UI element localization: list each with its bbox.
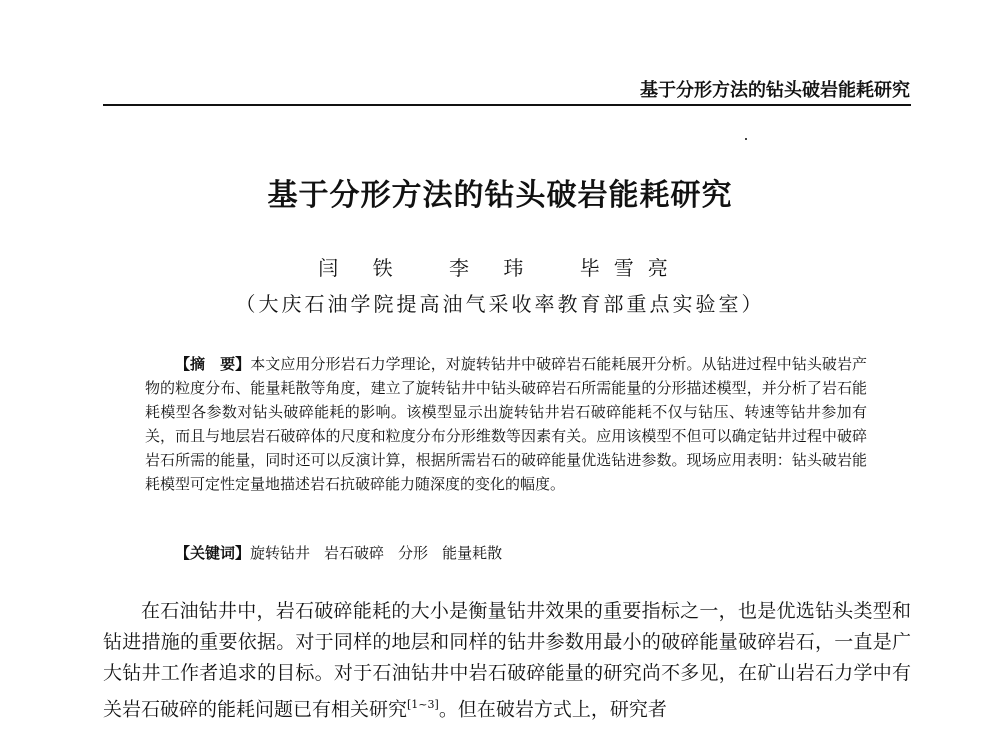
header-rule xyxy=(103,104,911,106)
abstract-text: 本文应用分形岩石力学理论，对旋转钻井中破碎岩石能耗展开分析。从钻进过程中钻头破岩产物的粒度分布、能量耗散等角度，建立了旋转钻井中钻头破碎岩石所需能量的分形描述模型，并分析了岩石能耗模型各参数对钻头破碎能耗的影响。该模型显示出旋转钻井岩石破碎能耗不仅与钻压、转速等钻井参加有关，而且与地层岩石破碎体的尺度和粒度分布分形维数等因素有关。应用该模型不但可以确定钻井过程中破碎岩石所需的能量，同时还可以反演计算，根据所需岩石的破碎能量优选钻进参数。现场应用表明：钻头破岩能耗模型可定性定量地描述岩石抗破碎能力随深度的变化的幅度。 xyxy=(145,355,867,493)
affiliation: （大庆石油学院提高油气采收率教育部重点实验室） xyxy=(235,292,765,316)
abstract-label: 【摘 要】 xyxy=(175,355,251,373)
keyword: 岩石破碎 xyxy=(324,544,385,562)
keyword: 能量耗散 xyxy=(442,544,503,562)
scan-speck xyxy=(745,138,747,140)
body-text-continued: 。但在破岩方式上，研究者 xyxy=(438,698,667,721)
keyword: 旋转钻井 xyxy=(250,544,311,562)
paper-title: 基于分形方法的钻头破岩能耗研究 xyxy=(267,178,733,213)
keyword: 分形 xyxy=(398,544,429,562)
body-text: 在石油钻井中，岩石破碎能耗的大小是衡量钻井效果的重要指标之一，也是优选钻头类型和钻进措施的重要依据。对于同样的地层和同样的钻井参数用最小的破碎能量破碎岩石，一直是广大钻井工作者追求的目标。对于石油钻井中岩石破碎能量的研究尚不多见，在矿山岩石力学中有关岩石破碎的能耗问题已有相关研究 xyxy=(103,600,911,721)
running-head: 基于分形方法的钻头破岩能耗研究 xyxy=(640,80,910,101)
author-2: 李 玮 xyxy=(449,256,538,280)
author-1: 闫 铁 xyxy=(318,256,407,280)
author-list xyxy=(0,252,1000,281)
author-3: 毕雪亮 xyxy=(579,256,682,280)
keywords-label: 【关键词】 xyxy=(175,544,251,562)
body-paragraph xyxy=(103,596,911,725)
abstract xyxy=(145,352,867,496)
reference-citation: [1~3] xyxy=(407,698,439,711)
keywords xyxy=(175,542,516,563)
